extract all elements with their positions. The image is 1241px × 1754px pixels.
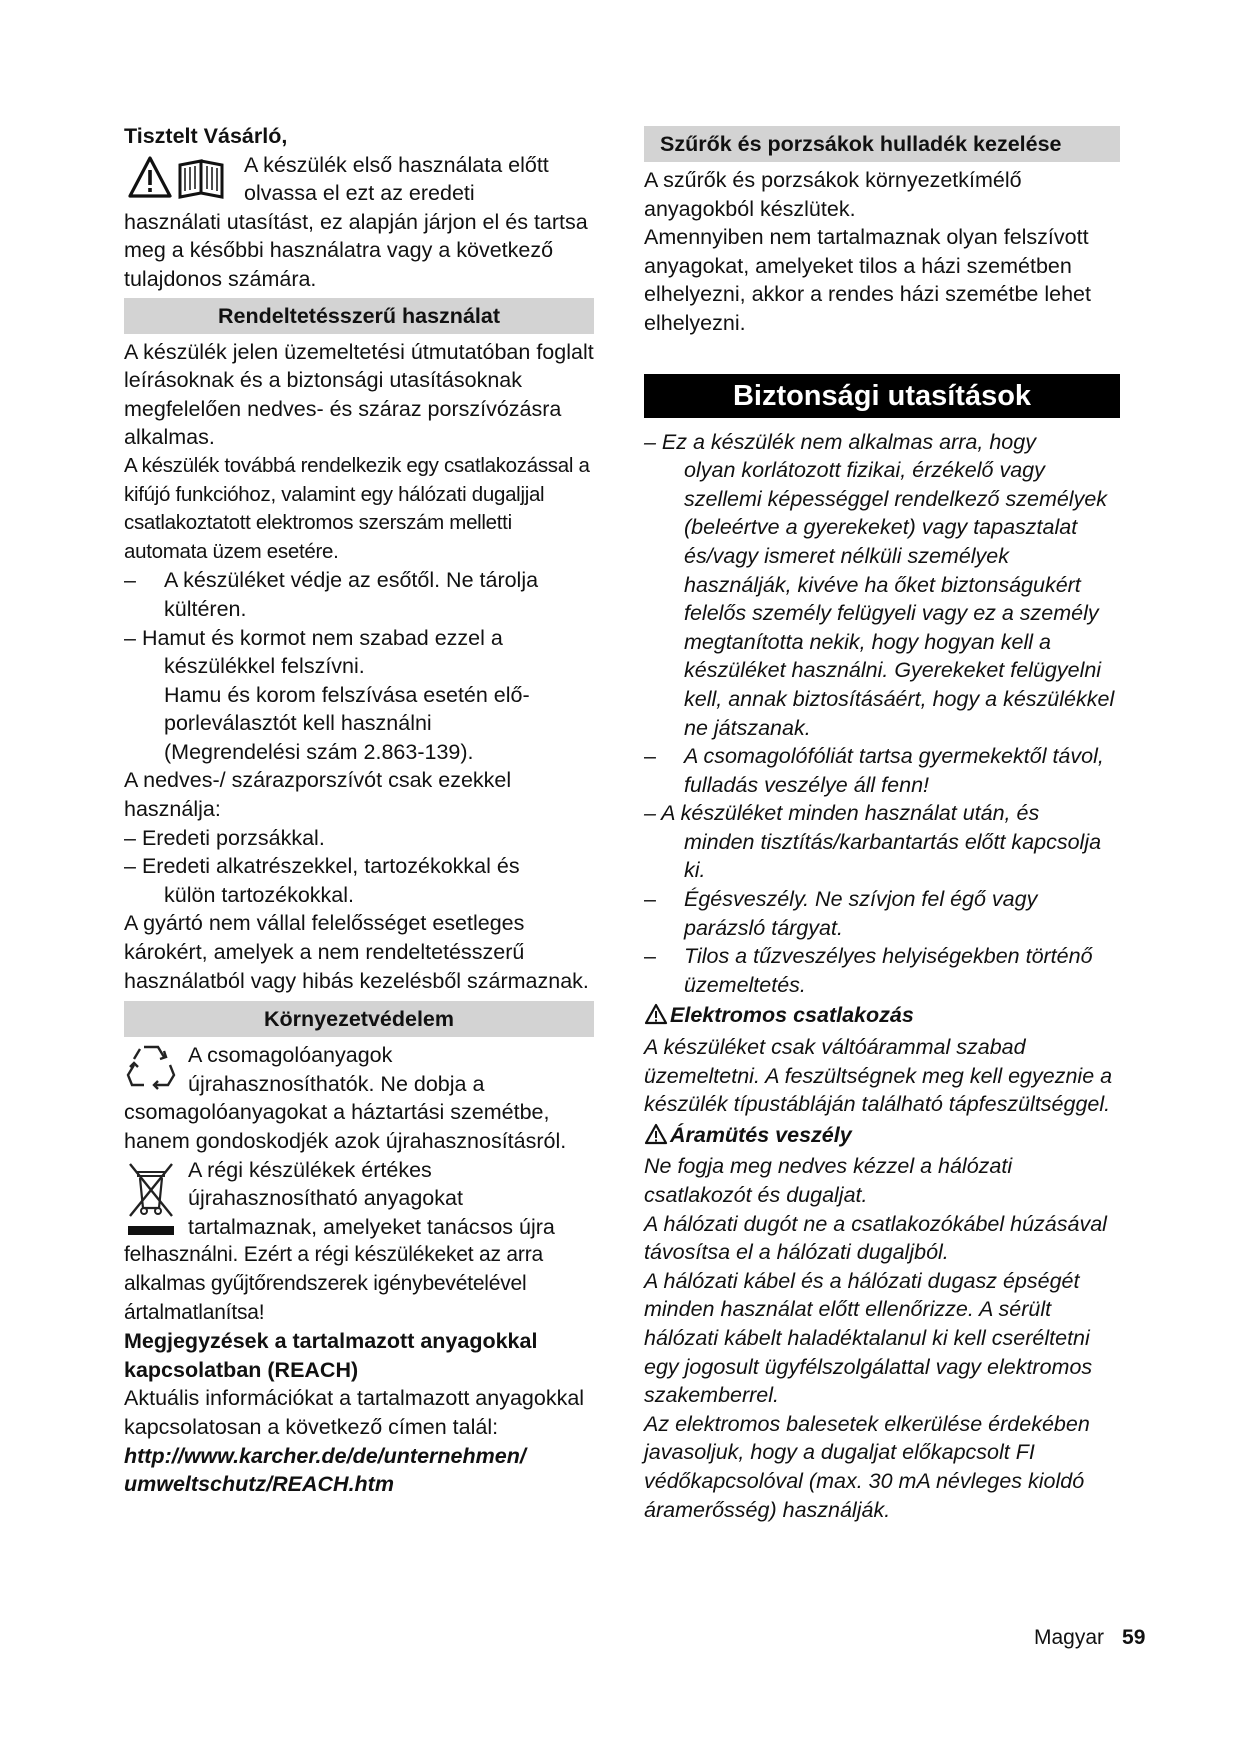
intro-block xyxy=(124,151,594,294)
warning-manual-icon xyxy=(128,155,232,209)
safety-title: Biztonsági utasítások xyxy=(644,374,1120,418)
electrical-text: A készüléket csak váltóárammal szabad üzemeltetni. A feszültségnek meg kell egyeznie a készülék típustábláján található tápfeszültséggel. xyxy=(644,1035,1113,1117)
weee-line-2: újrahasznosítható anyagokat xyxy=(188,1186,463,1211)
safety-bullet-1-rest: olyan korlátozott fizikai, érzékelő vagy szellemi képességgel rendelkező személyek (beleértve a gyerekeket) vagy tapasztalat és/vagy ismeret nélküli személyek használják, kivéve ha őket biztonságukért felelős személy felügyeli vagy ez a személy megtanította nekik, hogy hogyan kell a készüléket használni. Gyerekeket felügyelni kell, annak biztosításáért, hogy a készülékkel ne játszanak. xyxy=(684,458,1115,740)
weee-rest: felhasználni. Ezért a régi készülékeket az arra alkalmas gyűjtőrendszerek igénybevételével ártalmatlanítsa! xyxy=(124,1243,543,1324)
recycle-block xyxy=(124,1041,594,1155)
footer-language: Magyar xyxy=(1034,1626,1105,1649)
s3-paragraph-1: A szűrők és porzsákok környezetkímélő anyagokból készlütek. xyxy=(644,168,1022,221)
s1-bullet-1 xyxy=(124,566,594,623)
recycle-line-1: A csomagolóanyagok xyxy=(188,1043,393,1068)
s1-bullet-2a-text: Hamut és kormot nem szabad ezzel a xyxy=(141,625,503,650)
reach-url-line-2[interactable]: umweltschutz/REACH.htm xyxy=(124,1472,394,1497)
safety-bullet-4-text: Égésveszély. Ne szívjon fel égő vagy parázsló tárgyat. xyxy=(684,887,1038,940)
safety-bullet-3-first: – A készüléket minden használat után, és xyxy=(644,801,1040,826)
recycle-icon xyxy=(126,1043,176,1099)
weee-line-1: A régi készülékek értékes xyxy=(188,1157,432,1182)
section-heading-filters: Szűrők és porzsákok hulladék kezelése xyxy=(644,126,1120,162)
s1-bullet-3-text: Eredeti porzsákkal. xyxy=(141,825,325,850)
shock-heading xyxy=(644,1121,1120,1153)
s1-bullet-4b: külön tartozékokkal. xyxy=(164,882,355,907)
weee-line-3: tartalmaznak, amelyeket tanácsos újra xyxy=(188,1214,555,1239)
s1-bullet-4a xyxy=(124,852,594,881)
shock-paragraph-3: A hálózati kábel és a hálózati dugasz épségét minden használat előtt ellenőrizze. A sérült hálózati kábelt haladéktalanul ki kell cseréltetni egy jogosult ügyfélszolgálattal vagy elektromos szakemberrel. xyxy=(644,1268,1093,1408)
safety-bullet-3-rest: minden tisztítás/karbantartás előtt kapcsolja ki. xyxy=(684,829,1102,883)
s1-bullet-4a-text: Eredeti alkatrészekkel, tartozékokkal és xyxy=(141,854,520,879)
recycle-rest: csomagolóanyagokat a háztartási szemétbe, hanem gondoskodjék azok újrahasznosításról. xyxy=(124,1100,567,1153)
dash: – xyxy=(124,825,136,850)
recycle-line-2: újrahasznosíthatók. Ne dobja a xyxy=(188,1071,485,1096)
dash: – xyxy=(644,887,656,912)
s1-paragraph-2: A készülék továbbá rendelkezik egy csatlakozással a kifújó funkcióhoz, valamint egy hálózati dugaljjal csatlakoztatott elektromos szerszám melletti automata üzem esetére. xyxy=(124,453,590,563)
left-column xyxy=(124,122,594,1499)
shock-paragraph-1: Ne fogja meg nedves kézzel a hálózati csatlakozót és dugaljat. xyxy=(644,1154,1013,1207)
shock-paragraph-2: A hálózati dugót ne a csatlakozókábel húzásával távosítsa el a hálózati dugaljból. xyxy=(644,1211,1107,1265)
dash: – xyxy=(124,568,136,593)
electrical-heading xyxy=(644,1001,1120,1033)
dash: – xyxy=(644,744,656,769)
s1-paragraph-3: A nedves-/ szárazporszívót csak ezekkel használja: xyxy=(124,768,512,822)
shock-heading-text: Áramütés veszély xyxy=(670,1122,852,1147)
s3-paragraph-2: Amennyiben nem tartalmaznak olyan felszívott anyagokat, amelyeket tilos a házi szemétben elhelyezni, akkor a rendes házi szemétbe lehet elhelyezni. xyxy=(644,225,1091,335)
weee-block xyxy=(124,1156,594,1328)
s1-bullet-2c: Hamu és korom felszívása esetén elő- xyxy=(164,682,530,707)
safety-list xyxy=(644,428,1120,1525)
reach-text: Aktuális információkat a tartalmazott anyagokkal kapcsolatosan a következő címen talál: xyxy=(124,1386,585,1439)
greeting: Tisztelt Vásárló, xyxy=(124,124,288,148)
intro-line-1: A készülék első használata előtt xyxy=(244,152,549,177)
safety-bullet-5 xyxy=(644,942,1120,999)
safety-bullet-5-text: Tilos a tűzveszélyes helyiségekben történő üzemeltetés. xyxy=(684,944,1093,997)
crossed-bin-icon xyxy=(126,1160,176,1250)
s1-bullet-2b: készülékkel felszívni. xyxy=(164,654,365,679)
intro-line-2: olvassa el ezt az eredeti xyxy=(244,181,475,206)
s1-bullet-2a xyxy=(124,624,594,653)
s1-paragraph-1: A készülék jelen üzemeltetési útmutatóban foglalt leírásoknak és a biztonsági utasításoknak megfelelően nedves- és száraz porszívózásra alkalmas. xyxy=(124,339,594,450)
s1-bullet-2e: (Megrendelési szám 2.863-139). xyxy=(164,739,474,764)
s1-bullet-3 xyxy=(124,824,594,853)
warning-icon xyxy=(644,1003,668,1033)
reach-url-line-1[interactable]: http://www.karcher.de/de/unternehmen/ xyxy=(124,1443,526,1468)
section-heading-environment: Környezetvédelem xyxy=(124,1001,594,1037)
page-number: 59 xyxy=(1122,1626,1146,1649)
shock-paragraph-4: Az elektromos balesetek elkerülése érdekében javasoljuk, hogy a dugaljat előkapcsolt FI védőkapcsolóval (max. 30 mA névleges kioldó áramerősség) használják. xyxy=(644,1411,1090,1522)
safety-bullet-2 xyxy=(644,742,1120,799)
safety-bullet-4 xyxy=(644,885,1120,942)
safety-bullet-2-text: A csomagolófóliát tartsa gyermekektől távol, fulladás veszélye áll fenn! xyxy=(684,744,1104,797)
electrical-heading-text: Elektromos csatlakozás xyxy=(670,1003,914,1028)
intro-rest: használati utasítást, ez alapján járjon el és tartsa meg a későbbi használatra vagy a következő tulajdonos számára. xyxy=(124,209,588,291)
page-footer xyxy=(1034,1626,1145,1650)
dash: – xyxy=(124,625,136,650)
dash: – xyxy=(124,854,136,879)
s1-bullet-2d: porleválasztót kell használni xyxy=(164,711,432,736)
s1-bullet-1-text: A készüléket védje az esőtől. Ne tárolja kültéren. xyxy=(164,568,539,621)
right-column xyxy=(644,122,1120,1524)
safety-bullet-1-first: – Ez a készülék nem alkalmas arra, hogy xyxy=(644,429,1036,454)
section-heading-intended-use: Rendeltetésszerű használat xyxy=(124,298,594,334)
reach-heading: Megjegyzések a tartalmazott anyagokkal kapcsolatban (REACH) xyxy=(124,1329,538,1382)
dash: – xyxy=(644,944,656,969)
warning-icon xyxy=(644,1123,668,1153)
s1-paragraph-4: A gyártó nem vállal felelősséget esetleges károkért, amelyek a nem rendeltetésszerű használatból vagy hibás kezelésből származnak. xyxy=(124,911,589,993)
